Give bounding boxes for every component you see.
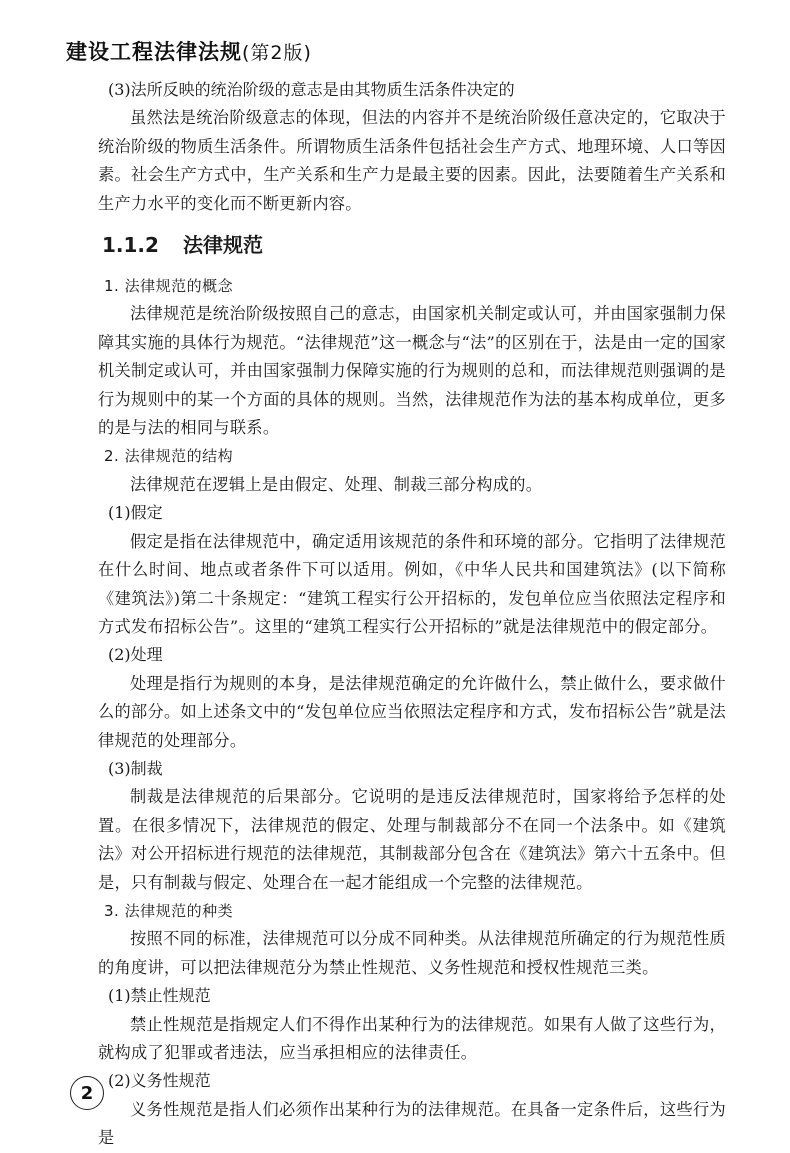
body-paragraph: 制裁是法律规范的后果部分。它说明的是违反法律规范时，国家将给予怎样的处置。在很多情况下，法律规范的假定、处理与制裁部分不在同一个法条中。如《建筑法》对公开招标进行规范的法律规范，其制裁部分包含在《建筑法》第六十五条中。但是，只有制裁与假定、处理合在一起才能组成一个完整的法律规范。 — [98, 787, 726, 892]
subheading-item: (1)假定 — [108, 503, 163, 523]
body-paragraph: 法律规范是统治阶级按照自己的意志，由国家机关制定或认可，并由国家强制力保障其实施的具体行为规范。“法律规范”这一概念与“法”的区别在于，法是由一定的国家机关制定或认可，并由国家强制力保障实施的行为规则的总和，而法律规范则强调的是行为规则中的某一个方面的具体的规则。当然，法律规范作为法的基本构成单位，更多的是与法的相同与联系。 — [98, 304, 726, 438]
running-head — [66, 36, 312, 66]
section-number: 1.1.2 — [102, 233, 159, 258]
numbered-subheading: 1. 法律规范的概念 — [104, 277, 234, 296]
section-heading — [98, 230, 726, 260]
edition-label: (第2版) — [242, 42, 312, 64]
subheading-item: (3)制裁 — [108, 758, 163, 778]
body-paragraph: 假定是指在法律规范中，确定适用该规范的条件和环境的部分。它指明了法律规范在什么时间、地点或者条件下可以适用。例如，《中华人民共和国建筑法》(以下简称《建筑法》)第二十条规定：“建筑工程实行公开招标的，发包单位应当依照法定程序和方式发布招标公告”。这里的“建筑工程实行公开招标的”就是法律规范中的假定部分。 — [98, 531, 726, 636]
body-paragraph: 虽然法是统治阶级意志的体现，但法的内容并不是统治阶级任意决定的，它取决于统治阶级的物质生活条件。所谓物质生活条件包括社会生产方式、地理环境、人口等因素。社会生产方式中，生产关系和生产力是最主要的因素。因此，法要随着生产关系和生产力水平的变化而不断更新内容。 — [98, 108, 726, 213]
subheading-item: (2)处理 — [108, 645, 163, 665]
body-paragraph: 按照不同的标准，法律规范可以分成不同种类。从法律规范所确定的行为规范性质的角度讲，可以把法律规范分为禁止性规范、义务性规范和授权性规范三类。 — [98, 929, 726, 977]
subheading-item: (3)法所反映的统治阶级的意志是由其物质生活条件决定的 — [108, 80, 515, 99]
book-title: 建设工程法律法规 — [66, 40, 242, 64]
numbered-subheading: 2. 法律规范的结构 — [104, 447, 234, 466]
page-number-badge: 2 — [70, 1076, 104, 1110]
section-title: 法律规范 — [182, 233, 263, 258]
page-body — [98, 76, 726, 1153]
numbered-subheading: 3. 法律规范的种类 — [104, 901, 234, 920]
subheading-item: (2)义务性规范 — [108, 1071, 211, 1091]
subheading-item: (1)禁止性规范 — [108, 986, 211, 1006]
body-paragraph: 义务性规范是指人们必须作出某种行为的法律规范。在具备一定条件后，这些行为是 — [98, 1099, 726, 1148]
body-paragraph: 法律规范在逻辑上是由假定、处理、制裁三部分构成的。 — [130, 474, 543, 494]
body-paragraph: 处理是指行为规则的本身，是法律规范确定的允许做什么，禁止做什么，要求做什么的部分。如上述条文中的“发包单位应当依照法定程序和方式，发布招标公告”就是法律规范的处理部分。 — [98, 673, 726, 750]
body-paragraph: 禁止性规范是指规定人们不得作出某种行为的法律规范。如果有人做了这些行为，就构成了犯罪或者违法，应当承担相应的法律责任。 — [98, 1014, 726, 1062]
